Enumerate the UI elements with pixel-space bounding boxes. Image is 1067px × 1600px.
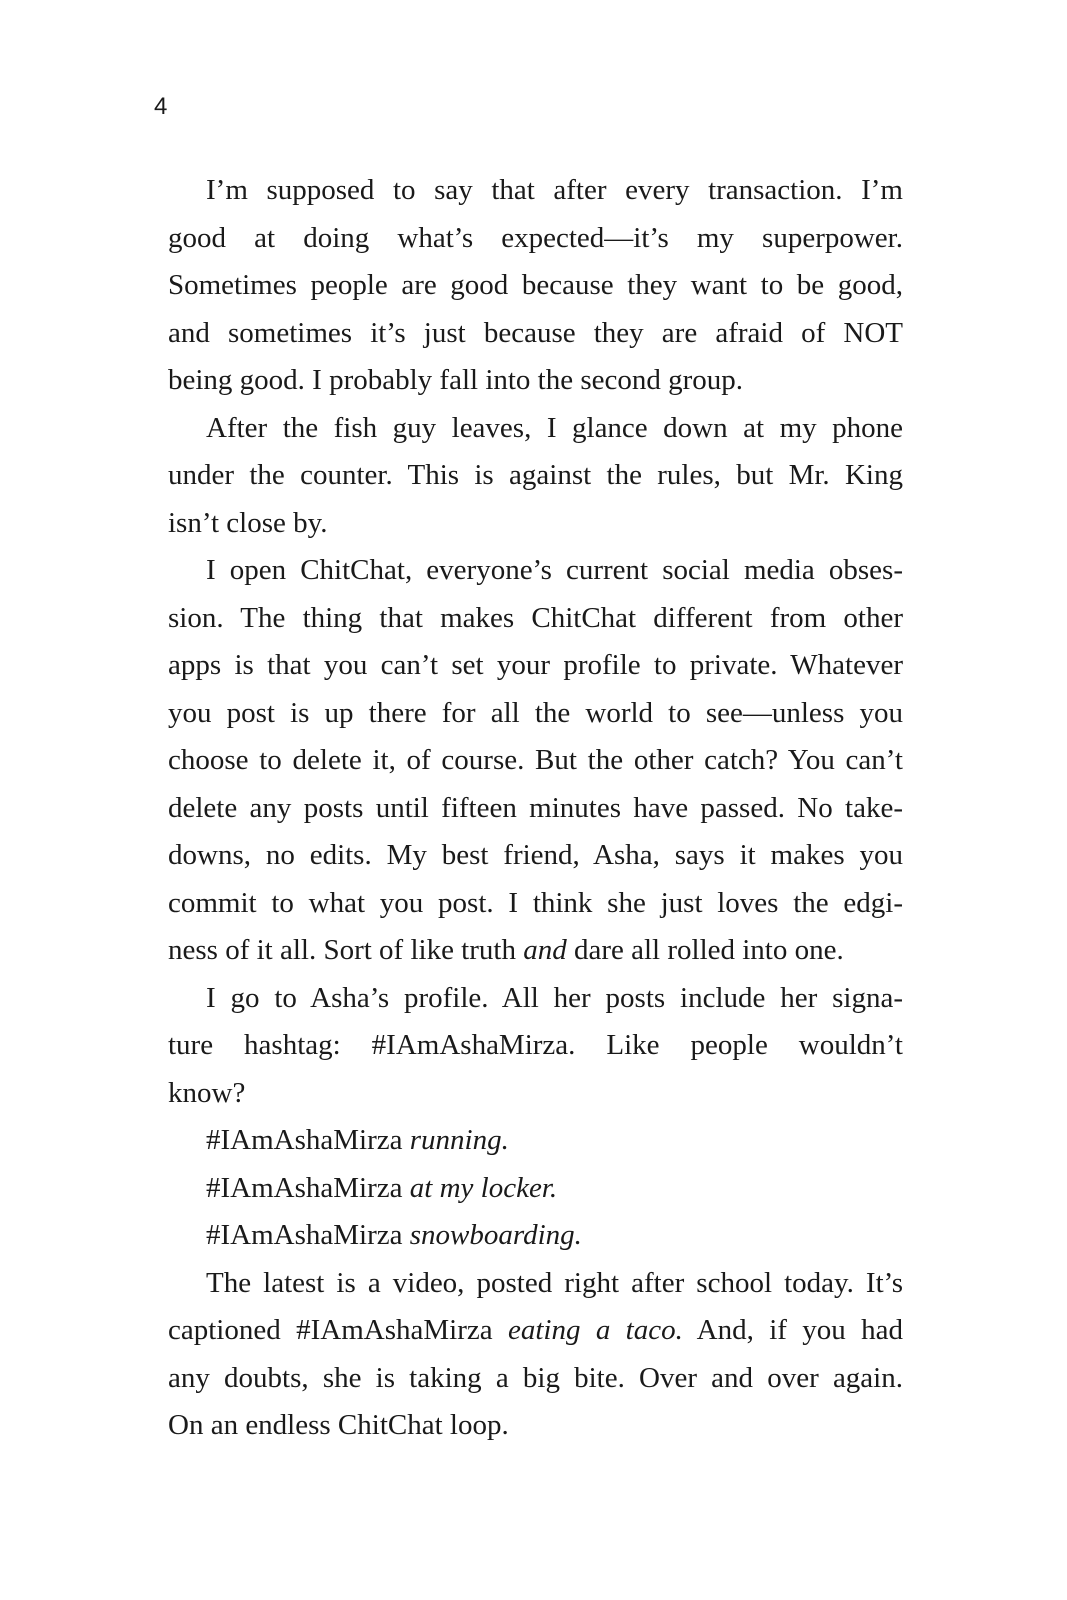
text-segment: And, if you had	[682, 1314, 904, 1346]
text-segment: ness of it all. Sort of like truth	[168, 934, 524, 966]
text-line	[168, 1212, 903, 1260]
text-segment: and sometimes it’s just because they are afraid of NOT	[168, 316, 903, 349]
text-line	[168, 642, 903, 690]
text-line	[168, 500, 903, 548]
text-line	[168, 215, 903, 263]
text-line	[168, 1070, 903, 1118]
text-line	[168, 1355, 903, 1403]
text-segment: isn’t close by.	[168, 506, 328, 539]
italic-text: snowboarding.	[409, 1219, 582, 1251]
text-segment: sion. The thing that makes ChitChat different from other	[168, 601, 903, 634]
text-line	[168, 452, 903, 500]
text-segment: being good. I probably fall into the second group.	[168, 364, 744, 396]
text-segment: know?	[168, 1076, 246, 1109]
italic-text: eating a taco.	[507, 1314, 683, 1346]
text-line	[168, 310, 903, 358]
text-line	[168, 357, 903, 405]
text-segment: After the fish guy leaves, I glance down at my phone	[206, 411, 903, 444]
text-line	[168, 927, 903, 975]
text-line	[168, 595, 903, 643]
italic-text: running.	[409, 1124, 509, 1156]
text-segment: I go to Asha’s profile. All her posts include her signa-	[206, 981, 903, 1014]
text-line	[168, 167, 903, 215]
text-segment: delete any posts until fifteen minutes have passed. No take-	[168, 791, 903, 824]
text-segment: any doubts, she is taking a big bite. Over and over again.	[168, 1361, 903, 1394]
text-line	[168, 1260, 903, 1308]
text-line	[168, 785, 903, 833]
text-segment: commit to what you post. I think she just loves the edgi-	[168, 886, 903, 919]
text-segment: #IAmAshaMirza	[206, 1124, 410, 1156]
italic-text: at my locker.	[409, 1171, 558, 1204]
text-line	[168, 737, 903, 785]
text-line	[168, 1022, 903, 1070]
text-segment: The latest is a video, posted right after school today. It’s	[206, 1266, 903, 1299]
text-segment: dare all rolled into one.	[566, 934, 844, 966]
text-segment: #IAmAshaMirza	[206, 1219, 410, 1251]
text-segment: On an endless ChitChat loop.	[168, 1409, 509, 1441]
page-number: 4	[154, 93, 168, 120]
text-line	[168, 880, 903, 928]
text-line	[168, 547, 903, 595]
text-segment: #IAmAshaMirza	[206, 1171, 410, 1204]
text-line	[168, 1117, 903, 1165]
text-segment: choose to delete it, of course. But the other catch? You can’t	[168, 744, 903, 776]
text-segment: I open ChitChat, everyone’s current social media obses-	[206, 554, 903, 586]
text-segment: I’m supposed to say that after every transaction. I’m	[206, 174, 903, 206]
text-segment: apps is that you can’t set your profile to private. Whatever	[168, 649, 903, 681]
text-line	[168, 1307, 903, 1355]
text-segment: downs, no edits. My best friend, Asha, says it makes you	[168, 839, 903, 871]
text-line	[168, 975, 903, 1023]
text-line	[168, 832, 903, 880]
text-segment: good at doing what’s expected—it’s my superpower.	[168, 221, 903, 254]
text-segment: you post is up there for all the world to see—unless you	[168, 696, 903, 729]
text-line	[168, 262, 903, 310]
text-segment: Sometimes people are good because they want to be good,	[168, 269, 903, 301]
text-line	[168, 690, 903, 738]
text-segment: captioned #IAmAshaMirza	[168, 1314, 508, 1346]
text-line	[168, 1165, 903, 1213]
italic-text: and	[523, 934, 567, 966]
text-line	[168, 1402, 903, 1450]
text-segment: under the counter. This is against the rules, but Mr. King	[168, 459, 903, 491]
text-line	[168, 405, 903, 453]
text-segment: ture hashtag: #IAmAshaMirza. Like people wouldn’t	[168, 1029, 903, 1061]
body-text	[168, 167, 903, 1450]
